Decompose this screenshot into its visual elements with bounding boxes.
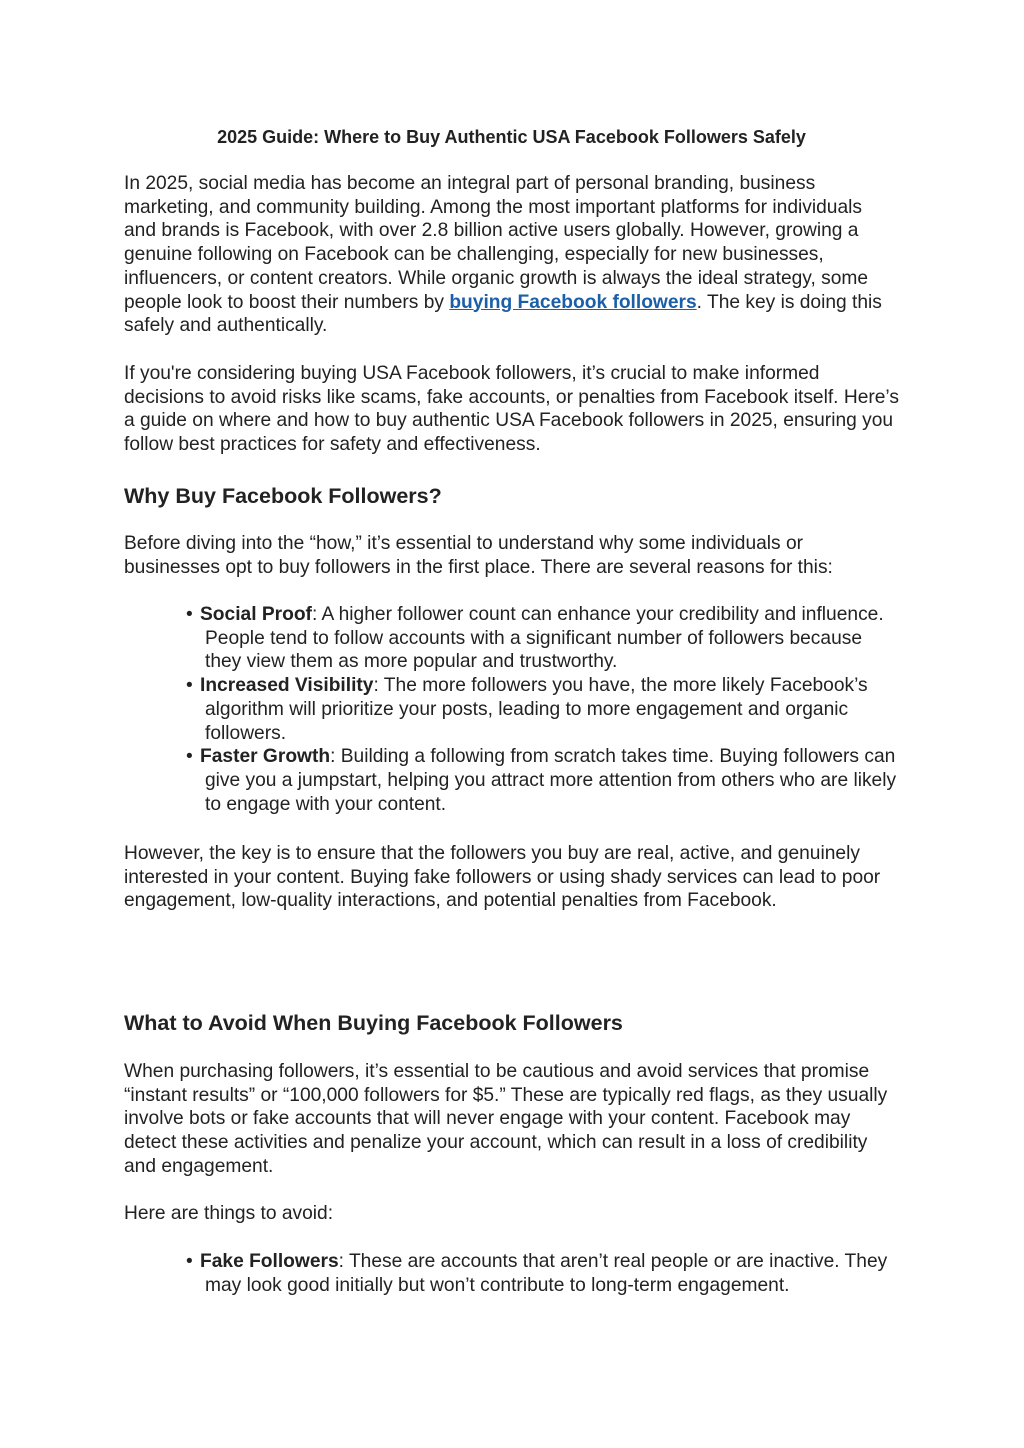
section-why-outro: However, the key is to ensure that the followers you buy are real, active, and genuinely interested in your content. Buying fake followers or using shady services can lead to poor engagement, low-quality interactions, and potential penalties from Facebook. — [124, 843, 881, 912]
list-item — [172, 745, 902, 816]
section-why-intro: Before diving into the “how,” it’s essential to understand why some individuals or businesses opt to buy followers in the first place. There are several reasons for this: — [124, 533, 833, 578]
intro-text: In 2025, social media has become an integral part of personal branding, business marketing, and community building. Among the most important platforms for individuals and brands is Facebook, with over 2.8 billion active users globally. However, growing a genuine following on Facebook can be challenging, especially for new businesses, influencers, or content creators. While organic growth is always the ideal strategy, some people look to boost their numbers by — [124, 173, 869, 313]
list-item — [172, 603, 902, 674]
bullet-icon: • — [186, 746, 193, 768]
list-item-term: Fake Followers — [200, 1251, 339, 1272]
list-item-text: : Building a following from scratch takes time. Buying followers can give you a jumpstart, helping you attract more attention from others who are likely to engage with your content. — [205, 746, 897, 815]
bullet-icon: • — [186, 1251, 193, 1272]
intro-text-end: . The key is doing this safely and authentically. — [124, 291, 882, 337]
intro-paragraph — [124, 172, 899, 338]
buying-facebook-followers-link[interactable]: buying Facebook followers — [449, 291, 697, 313]
document-title: 2025 Guide: Where to Buy Authentic USA Facebook Followers Safely — [217, 127, 806, 147]
list-item-text: : The more followers you have, the more likely Facebook’s algorithm will prioritize your posts, leading to more engagement and organic followers. — [205, 675, 868, 744]
list-item-term: Increased Visibility — [200, 675, 374, 697]
bullet-icon: • — [186, 675, 193, 697]
list-item-term: Faster Growth — [200, 746, 331, 768]
list-item — [172, 1250, 902, 1297]
list-item-term: Social Proof — [200, 604, 312, 625]
section-heading-why-buy: Why Buy Facebook Followers? — [124, 484, 442, 508]
section-avoid-intro: When purchasing followers, it’s essential to be cautious and avoid services that promise “instant results” or “100,000 followers for $5.” These are typically red flags, as they usually involve bots or fake accounts that will never engage with your content. Facebook may detect these activities and penalize your account, which can result in a loss of credibility and engagement. — [124, 1061, 888, 1177]
bullet-icon: • — [186, 604, 193, 625]
list-item-text: : These are accounts that aren’t real people or are inactive. They may look good initially but won’t contribute to long-term engagement. — [205, 1251, 888, 1296]
section-heading-what-to-avoid: What to Avoid When Buying Facebook Followers — [124, 1011, 623, 1035]
list-item — [172, 674, 902, 745]
considering-paragraph: If you're considering buying USA Facebook followers, it’s crucial to make informed decisions to avoid risks like scams, fake accounts, or penalties from Facebook itself. Here’s a guide on where and how to buy authentic USA Facebook followers in 2025, ensuring you follow best practices for safety and effectiveness. — [124, 363, 899, 456]
section-avoid-lead: Here are things to avoid: — [124, 1203, 334, 1224]
reasons-list — [172, 603, 902, 816]
avoid-list — [172, 1250, 902, 1297]
list-item-text: : A higher follower count can enhance your credibility and influence. People tend to follow accounts with a significant number of followers because they view them as more popular and trustworthy. — [205, 604, 884, 673]
